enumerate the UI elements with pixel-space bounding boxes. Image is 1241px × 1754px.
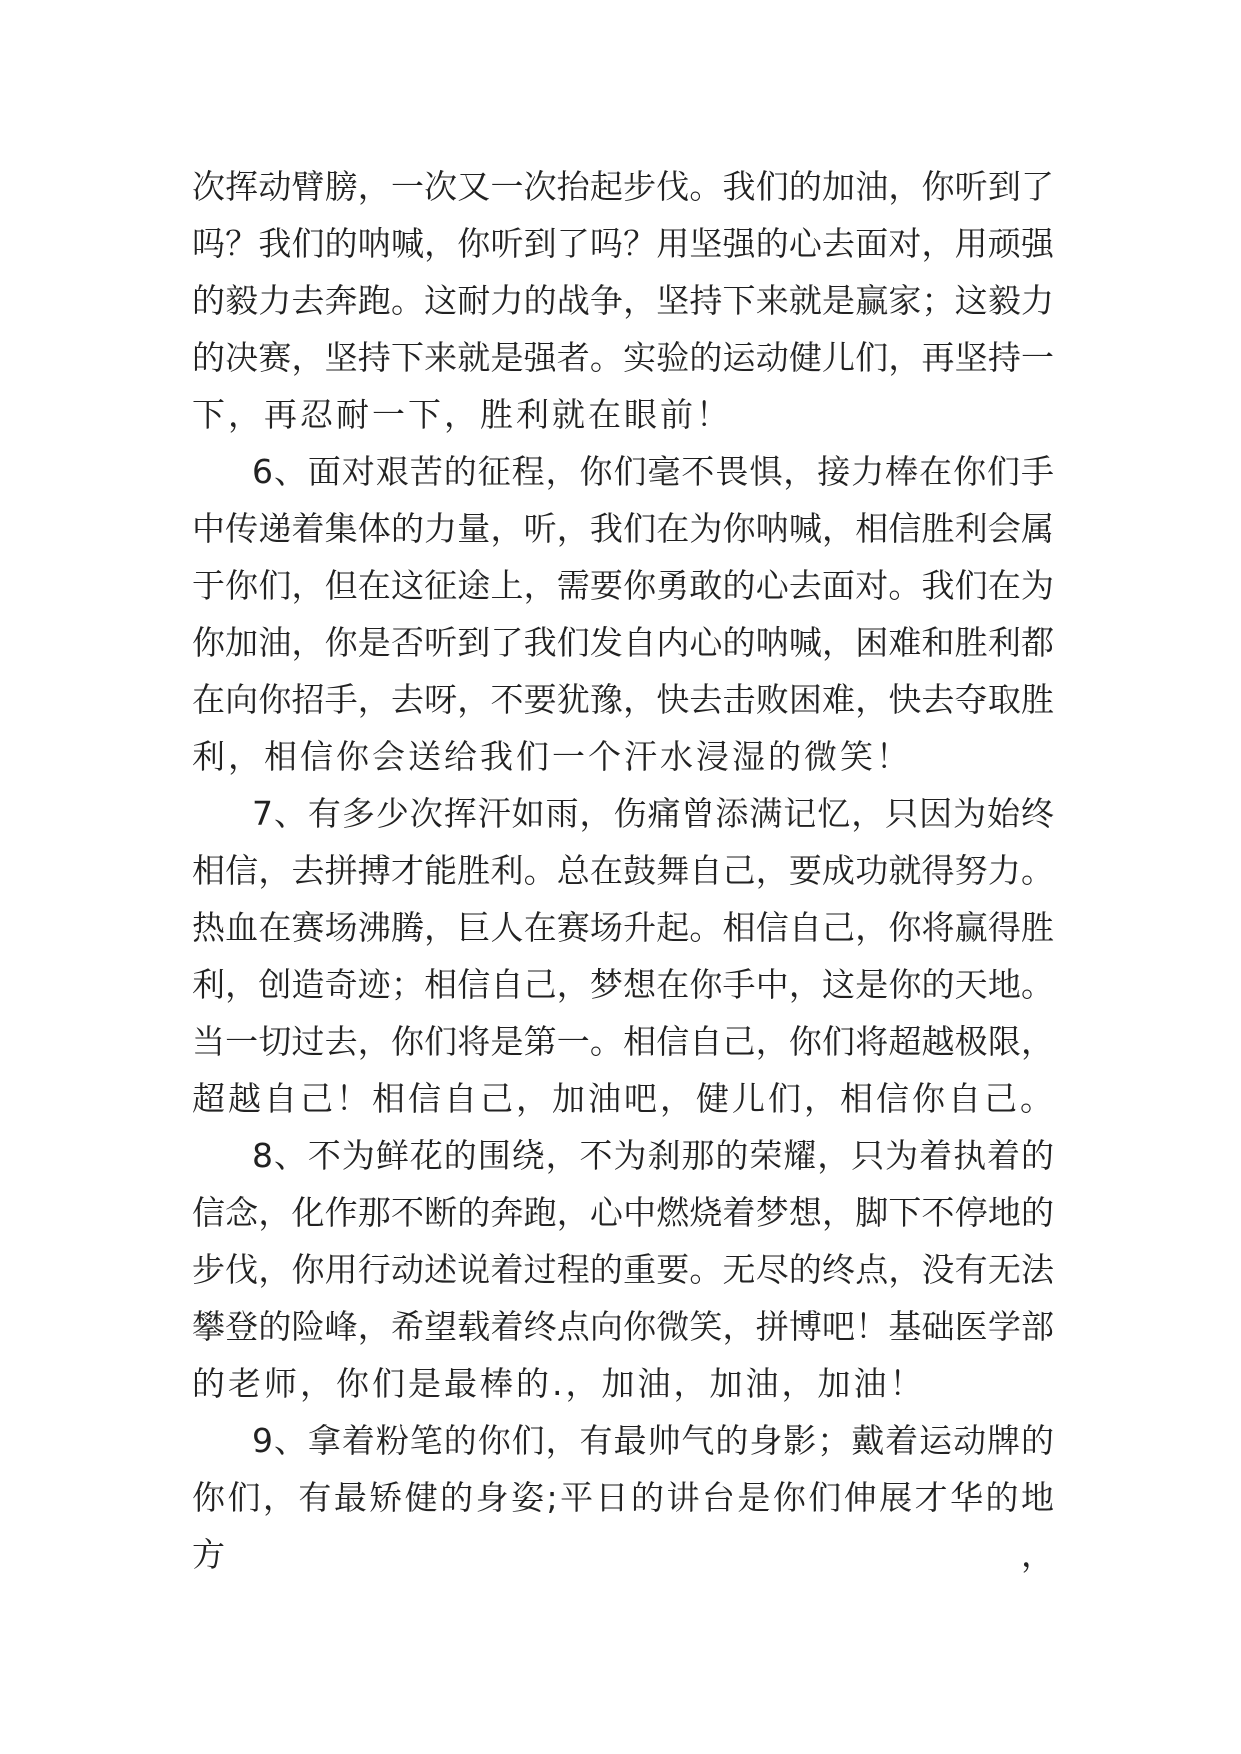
text-line: 步伐，你用行动述说着过程的重要。无尽的终点，没有无法	[192, 1250, 1054, 1289]
text-line: 攀登的险峰，希望载着终点向你微笑，拼博吧！基础医学部	[192, 1307, 1054, 1346]
text-line: 6、面对艰苦的征程，你们毫不畏惧，接力棒在你们手	[252, 452, 1054, 491]
text-line: 于你们，但在这征途上，需要你勇敢的心去面对。我们在为	[192, 566, 1054, 605]
text-line: 信念，化作那不断的奔跑，心中燃烧着梦想，脚下不停地的	[192, 1193, 1054, 1232]
text-line: 次挥动臂膀，一次又一次抬起步伐。我们的加油，你听到了	[192, 167, 1054, 206]
text-line: 的老师，你们是最棒的.，加油，加油，加油！	[192, 1364, 926, 1403]
text-line: 8、不为鲜花的围绕，不为刹那的荣耀，只为着执着的	[252, 1136, 1054, 1175]
text-line: 7、有多少次挥汗如雨，伤痛曾添满记忆，只因为始终	[252, 794, 1054, 833]
text-line: 你们，有最矫健的身姿;平日的讲台是你们伸展才华的地方，	[192, 1478, 1054, 1574]
text-line: 在向你招手，去呀，不要犹豫，快去击败困难，快去夺取胜	[192, 680, 1054, 719]
text-line: 利，相信你会送给我们一个汗水浸湿的微笑！	[192, 737, 912, 776]
text-line: 的决赛，坚持下来就是强者。实验的运动健儿们，再坚持一	[192, 338, 1054, 377]
text-line: 9、拿着粉笔的你们，有最帅气的身影；戴着运动牌的	[252, 1421, 1054, 1460]
text-line: 超越自己！相信自己，加油吧，健儿们，相信你自己。	[192, 1079, 1056, 1118]
text-line: 当一切过去，你们将是第一。相信自己，你们将超越极限，	[192, 1022, 1054, 1061]
text-line: 下，再忍耐一下，胜利就在眼前！	[192, 395, 732, 434]
text-line: 的毅力去奔跑。这耐力的战争，坚持下来就是赢家；这毅力	[192, 281, 1054, 320]
text-line: 相信，去拼搏才能胜利。总在鼓舞自己，要成功就得努力。	[192, 851, 1054, 890]
text-line: 利，创造奇迹；相信自己，梦想在你手中，这是你的天地。	[192, 965, 1054, 1004]
text-line: 吗？我们的呐喊，你听到了吗？用坚强的心去面对，用顽强	[192, 224, 1054, 263]
text-line: 你加油，你是否听到了我们发自内心的呐喊，困难和胜利都	[192, 623, 1054, 662]
document-body	[192, 158, 1056, 1574]
text-line: 中传递着集体的力量，听，我们在为你呐喊，相信胜利会属	[192, 509, 1054, 548]
text-line: 热血在赛场沸腾，巨人在赛场升起。相信自己，你将赢得胜	[192, 908, 1054, 947]
